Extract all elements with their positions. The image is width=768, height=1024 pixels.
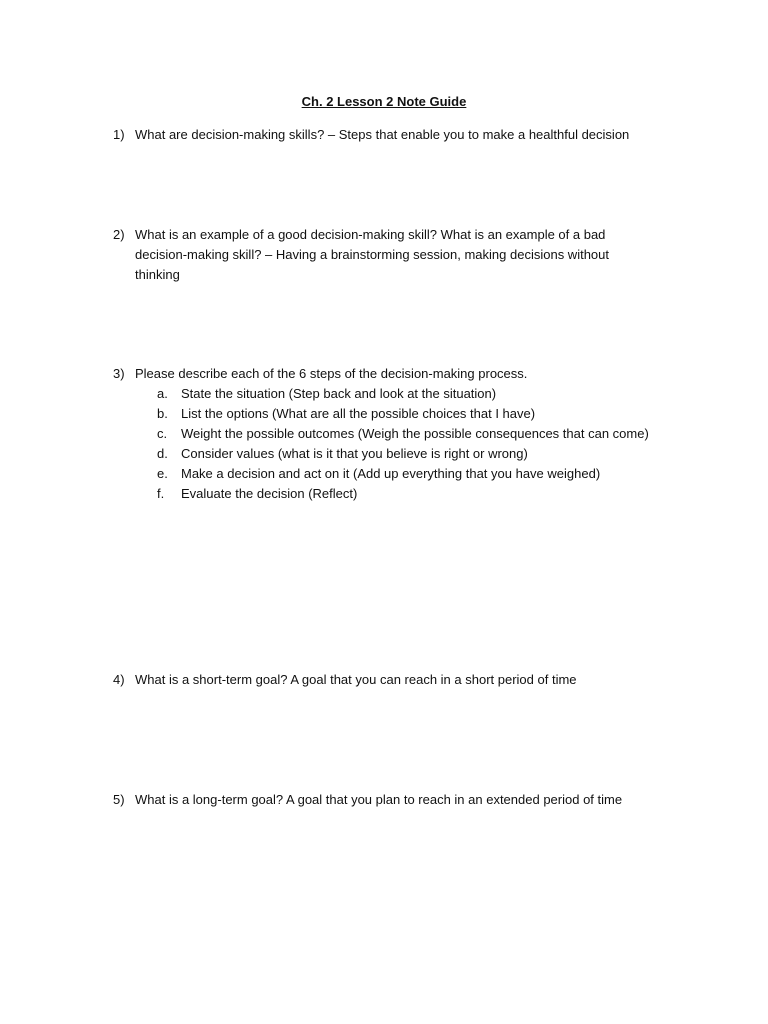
list-item xyxy=(157,404,677,424)
list-item-letter: b. xyxy=(157,406,168,421)
list-item-letter: f. xyxy=(157,486,165,501)
question-1 xyxy=(113,125,673,145)
question-5 xyxy=(113,790,673,810)
list-item xyxy=(157,424,677,444)
question-text: What is a short-term goal? A goal that you can reach in a short period of time xyxy=(135,672,577,687)
question-text: What are decision-making skills? – Steps that enable you to make a healthful decision xyxy=(135,127,630,142)
list-item-text: Consider values (what is it that you believe is right or wrong) xyxy=(181,446,528,461)
question-number: 3) xyxy=(113,366,125,381)
list-item xyxy=(157,464,677,484)
question-4 xyxy=(113,670,673,690)
list-item-letter: d. xyxy=(157,446,168,461)
list-item-letter: e. xyxy=(157,466,168,481)
document-title: Ch. 2 Lesson 2 Note Guide xyxy=(301,94,467,109)
list-item xyxy=(157,484,677,504)
list-item-text: List the options (What are all the possible choices that I have) xyxy=(181,406,536,421)
list-item xyxy=(157,384,677,404)
question-text: Please describe each of the 6 steps of the decision-making process. xyxy=(135,366,528,381)
list-item-text: State the situation (Step back and look at the situation) xyxy=(181,386,497,401)
question-3 xyxy=(113,364,673,384)
question-text: What is an example of a good decision-making skill? What is an example of a bad decision-making skill? – Having a brainstorming session, making decisions without thinking xyxy=(135,227,609,282)
decision-steps-list xyxy=(157,384,677,504)
list-item-letter: c. xyxy=(157,426,168,441)
question-number: 4) xyxy=(113,672,125,687)
list-item-text: Weight the possible outcomes (Weigh the possible consequences that can come) xyxy=(181,426,649,441)
list-item-text: Make a decision and act on it (Add up everything that you have weighed) xyxy=(181,466,601,481)
question-number: 2) xyxy=(113,227,125,242)
question-2 xyxy=(113,225,673,285)
question-text: What is a long-term goal? A goal that you plan to reach in an extended period of time xyxy=(135,792,623,807)
list-item xyxy=(157,444,677,464)
list-item-text: Evaluate the decision (Reflect) xyxy=(181,486,358,501)
question-number: 1) xyxy=(113,127,125,142)
question-number: 5) xyxy=(113,792,125,807)
list-item-letter: a. xyxy=(157,386,168,401)
